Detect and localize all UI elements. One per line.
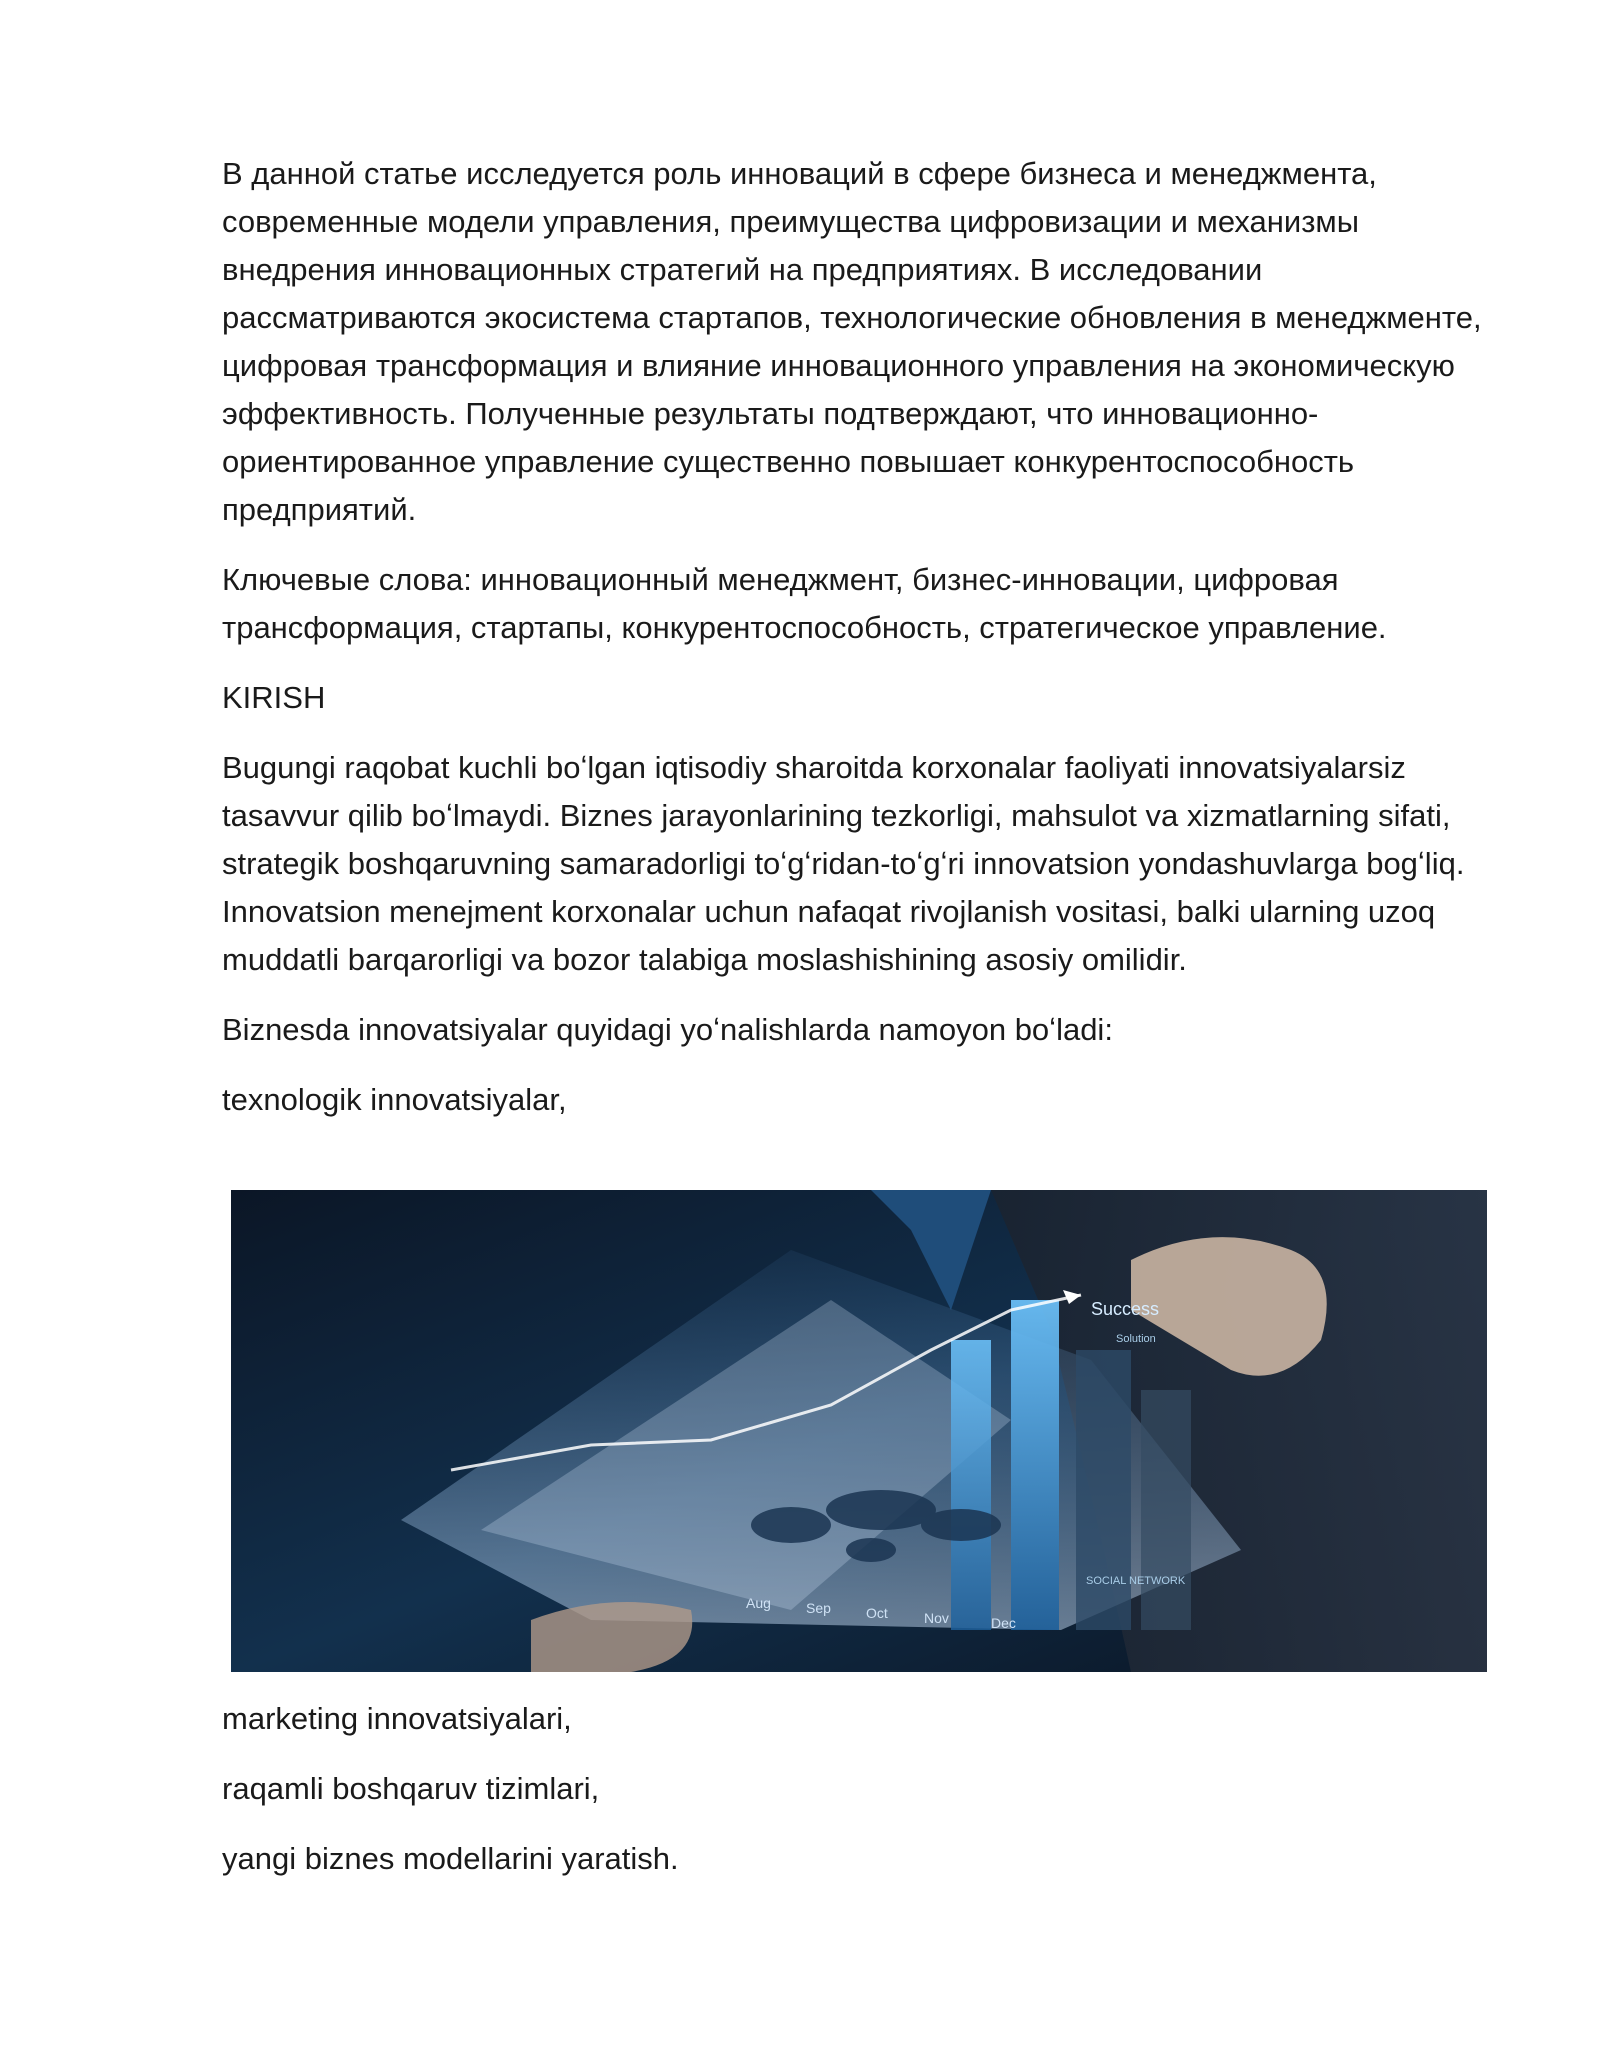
list-intro: Biznesda innovatsiyalar quyidagi yoʻnalishlarda namoyon boʻladi:: [222, 1012, 1113, 1047]
intro-paragraph: Bugungi raqobat kuchli boʻlgan iqtisodiy sharoitda korxonalar faoliyati innovatsiyalarsiz tasavvur qilib boʻlmaydi. Biznes jarayonlarining tezkorligi, mahsulot va xizmatlarning sifati, strategik boshqaruvning samaradorligi toʻgʻridan-toʻgʻri innovatsion yondashuvlarga bogʻliq. Innovatsion menejment korxonalar uchun nafaqat rivojlanish vositasi, balki ularning uzoq muddatli barqarorligi va bozor talabiga moslashishining asosiy omilidir.: [222, 750, 1465, 977]
document-body: [222, 150, 1492, 1124]
list-item: raqamli boshqaruv tizimlari,: [222, 1771, 600, 1806]
label-aug: Aug: [746, 1595, 771, 1611]
label-social-network: SOCIAL NETWORK: [1086, 1575, 1186, 1587]
document-body-continued: [222, 1695, 1492, 1905]
keywords-paragraph: Ключевые слова: инновационный менеджмент, бизнес-инновации, цифровая трансформация, стартапы, конкурентоспособность, стратегическое управление.: [222, 562, 1387, 645]
label-oct: Oct: [866, 1605, 888, 1621]
list-item: marketing innovatsiyalari,: [222, 1701, 572, 1736]
label-solution: Solution: [1116, 1333, 1156, 1345]
label-nov: Nov: [924, 1610, 949, 1626]
business-chart-photo: [231, 1190, 1487, 1672]
label-sep: Sep: [806, 1600, 831, 1616]
list-item: yangi biznes modellarini yaratish.: [222, 1841, 679, 1876]
list-item: texnologik innovatsiyalar,: [222, 1082, 567, 1117]
photo-illustration: [231, 1190, 1487, 1672]
label-dec: Dec: [991, 1615, 1016, 1631]
label-success: Success: [1091, 1299, 1160, 1319]
section-heading: KIRISH: [222, 680, 326, 715]
abstract-paragraph: В данной статье исследуется роль инноваций в сфере бизнеса и менеджмента, современные модели управления, преимущества цифровизации и механизмы внедрения инновационных стратегий на предприятиях. В исследовании рассматриваются экосистема стартапов, технологические обновления в менеджменте, цифровая трансформация и влияние инновационного управления на экономическую эффективность. Полученные результаты подтверждают, что инновационно-ориентированное управление существенно повышает конкурентоспособность предприятий.: [222, 156, 1482, 527]
